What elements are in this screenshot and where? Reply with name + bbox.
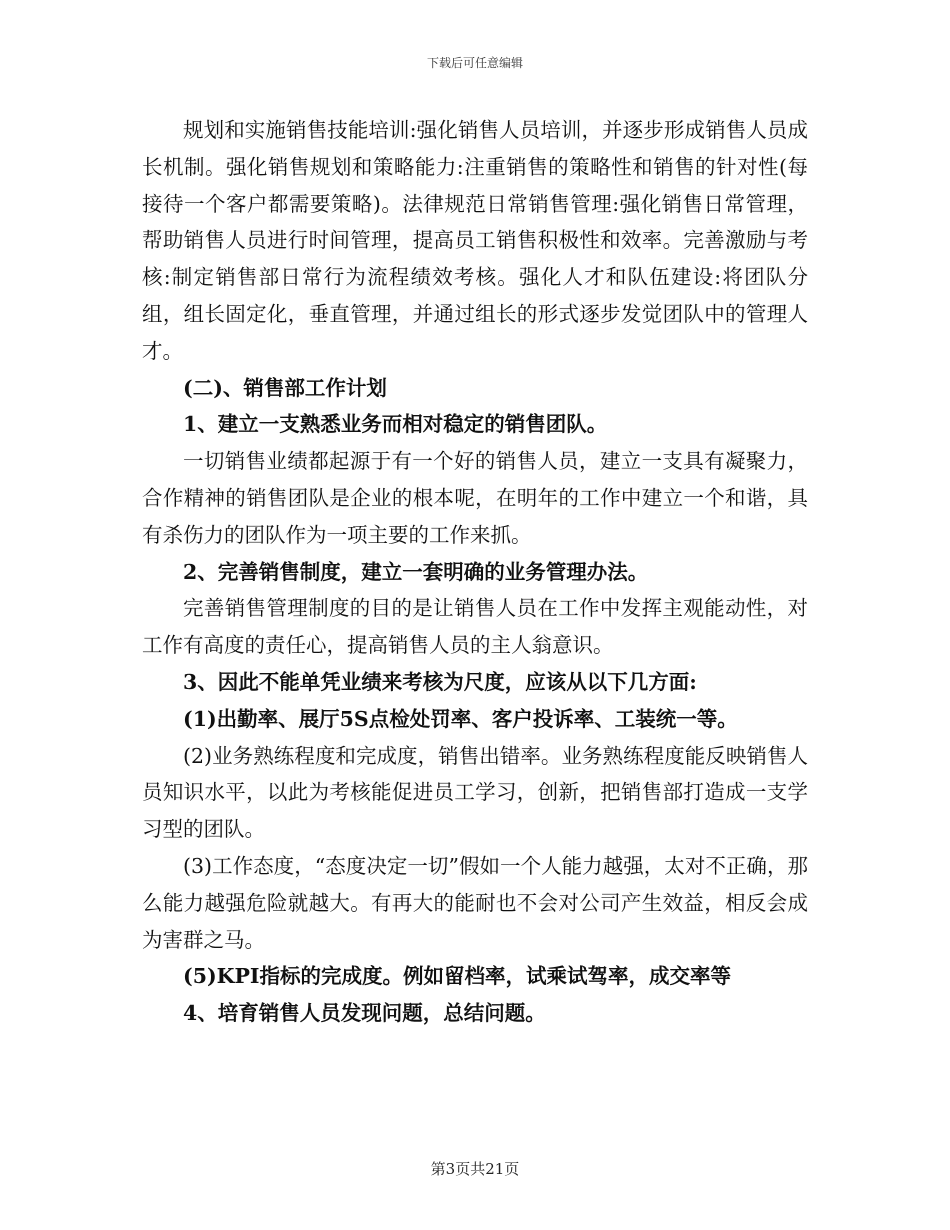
paragraph-sales-training: 规划和实施销售技能培训:强化销售人员培训，并逐步形成销售人员成长机制。强化销售规划和策略能力:注重销售的策略性和销售的针对性(每接待一个客户都需要策略)。法律规范日常销售管理:强化销售日常管理，帮助销售人员进行时间管理，提高员工销售积极性和效率。完善激励与考核:制定销售部日常行为流程绩效考核。强化人才和队伍建设:将团队分组，组长固定化，垂直管理，并通过组长的形式逐步发觉团队中的管理人才。 <box>142 118 808 363</box>
item-heading-3: 3、因此不能单凭业绩来考核为尺度，应该从以下几方面: <box>183 669 697 694</box>
item-heading-4: 4、培育销售人员发现问题，总结问题。 <box>183 1001 546 1026</box>
section-heading-work-plan: (二)、销售部工作计划 <box>183 375 387 400</box>
paragraph-team: 一切销售业绩都起源于有一个好的销售人员，建立一支具有凝聚力，合作精神的销售团队是企业的根本呢，在明年的工作中建立一个和谐，具有杀伤力的团队作为一项主要的工作来抓。 <box>142 449 808 547</box>
page-header: 下载后可任意编辑 <box>426 56 523 70</box>
paragraph-system: 完善销售管理制度的目的是让销售人员在工作中发挥主观能动性，对工作有高度的责任心，提高销售人员的主人翁意识。 <box>142 596 808 658</box>
document-body <box>142 112 808 1032</box>
item-heading-2: 2、完善销售制度，建立一套明确的业务管理办法。 <box>183 559 649 584</box>
sub-item-5: (5)KPI指标的完成度。例如留档率，试乘试驾率，成交率等 <box>183 964 731 989</box>
sub-item-1: (1)出勤率、展厅5S点检处罚率、客户投诉率、工装统一等。 <box>183 706 738 731</box>
sub-item-3: (3)工作态度，“态度决定一切”假如一个人能力越强，太对不正确，那么能力越强危险就越大。有再大的能耐也不会对公司产生效益，相反会成为害群之马。 <box>142 853 808 952</box>
item-heading-1: 1、建立一支熟悉业务而相对稳定的销售团队。 <box>183 412 608 437</box>
sub-item-2: (2)业务熟练程度和完成度，销售出错率。业务熟练程度能反映销售人员知识水平，以此为考核能促进员工学习，创新，把销售部打造成一支学习型的团队。 <box>142 743 808 842</box>
page-footer: 第3页共21页 <box>430 1160 520 1178</box>
